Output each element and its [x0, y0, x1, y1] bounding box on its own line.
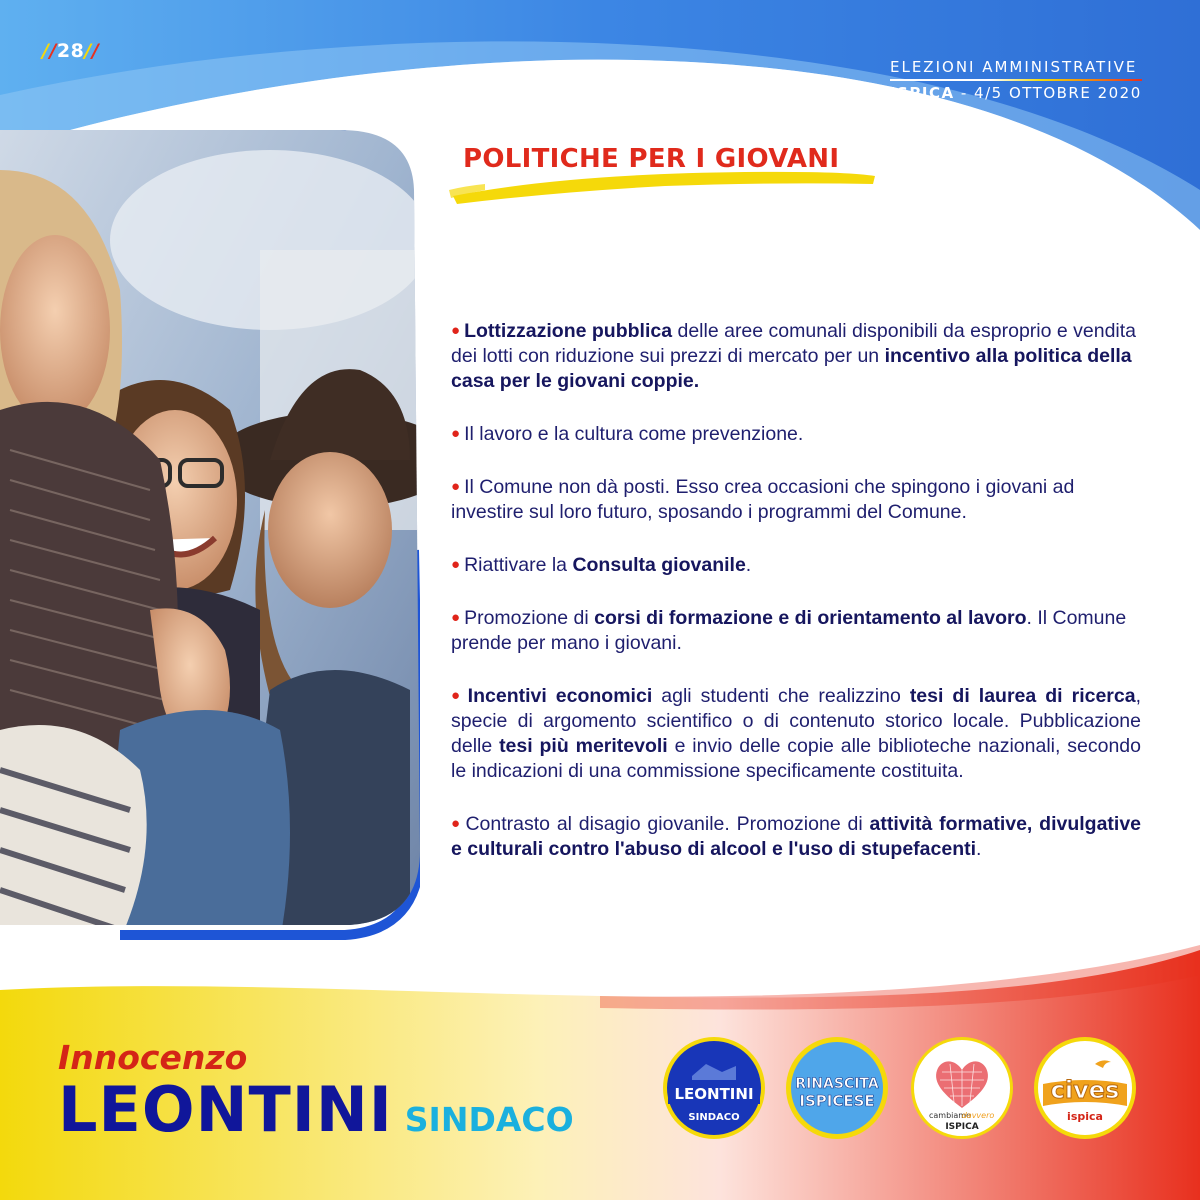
logo-text: LEONTINI	[674, 1085, 754, 1103]
policy-highlight: Lottizzazione pubblica	[464, 320, 673, 342]
policy-item	[451, 474, 1141, 525]
bullet-icon: ●	[451, 609, 461, 626]
logo-text: ISPICA	[945, 1122, 979, 1132]
candidate-last-name: LEONTINI	[58, 1073, 393, 1146]
policy-item	[451, 318, 1141, 394]
policy-highlight: tesi più meritevoli	[499, 735, 668, 757]
logo-text: ispica	[1067, 1110, 1103, 1123]
logo-text: cambiamo	[929, 1111, 971, 1120]
policy-text: e invio delle copie alle biblioteche nazionali, secondo le indicazioni di una commissione specificamente costituita.	[451, 735, 1141, 782]
logo-text: davvero	[961, 1111, 995, 1120]
policy-text: agli studenti che realizzino	[652, 685, 910, 707]
policy-highlight: Consulta giovanile	[572, 554, 746, 576]
policy-text: Riattivare la	[464, 554, 573, 576]
policy-item	[451, 552, 1141, 578]
policy-text: delle aree comunali disponibili da esproprio e vendita dei lotti con riduzione sui prezzi di mercato per un	[451, 320, 1137, 367]
slash-mark: /	[91, 40, 100, 62]
policy-item	[451, 421, 1141, 447]
policy-text: Il lavoro e la cultura come prevenzione.	[464, 423, 804, 445]
policy-highlight: Incentivi economici	[467, 685, 653, 707]
logo-text: RINASCITA	[795, 1076, 879, 1092]
bullet-icon: ●	[451, 425, 461, 442]
policy-item	[451, 683, 1141, 784]
policy-highlight: tesi di laurea di ricerca	[909, 685, 1136, 707]
logo-cambiamo-ispica	[910, 1036, 1014, 1140]
logo-text: ISPICESE	[799, 1092, 875, 1110]
logo-text: cives	[1050, 1076, 1120, 1104]
policy-text: . Il Comune prende per mano i giovani.	[451, 607, 1127, 654]
election-divider	[890, 79, 1142, 81]
page-title: POLITICHE PER I GIOVANI	[463, 144, 840, 174]
candidate-first-name: Innocenzo	[58, 1038, 248, 1077]
policy-text: , specie di argomento scientifico o di contenuto storico locale. Pubblicazione delle	[451, 685, 1142, 757]
policy-list	[451, 318, 1141, 889]
candidate-role: SINDACO	[404, 1100, 574, 1139]
logo-cives-ispica	[1033, 1036, 1137, 1140]
policy-text: .	[745, 554, 752, 576]
policy-highlight: incentivo alla politica della casa per le giovani coppie.	[451, 345, 1132, 392]
election-title: ELEZIONI AMMINISTRATIVE	[890, 58, 1138, 76]
election-dates: - 4/5 OTTOBRE 2020	[960, 84, 1142, 102]
policy-item	[451, 605, 1141, 656]
election-place: ISPICA	[890, 84, 955, 102]
slash-mark: /	[84, 40, 92, 62]
page-number-value: 28	[56, 40, 85, 62]
bullet-icon: ●	[451, 478, 461, 495]
election-place-date	[890, 84, 1142, 102]
policy-item	[451, 811, 1141, 862]
page-number	[42, 40, 99, 62]
slash-mark: /	[49, 40, 57, 62]
candidate-name	[58, 1038, 574, 1146]
policy-text: Contrasto al disagio giovanile. Promozione di	[465, 813, 870, 835]
logo-text: SINDACO	[688, 1112, 740, 1123]
policy-highlight: attività formative, divulgative e culturali contro l'abuso di alcool e l'uso di stupefacenti	[451, 813, 1142, 860]
bullet-icon: ●	[451, 687, 464, 704]
policy-highlight: corsi di formazione e di orientamento al lavoro	[594, 607, 1027, 629]
policy-text: .	[976, 838, 982, 860]
bullet-icon: ●	[451, 556, 461, 573]
bullet-icon: ●	[451, 322, 461, 339]
bullet-icon: ●	[451, 815, 462, 832]
policy-text: Il Comune non dà posti. Esso crea occasioni che spingono i giovani ad investire sul loro futuro, sposando i programmi del Comune.	[451, 476, 1075, 523]
heading-block	[445, 140, 885, 210]
logo-rinascita-ispicese	[785, 1036, 889, 1140]
slash-mark: /	[42, 40, 50, 62]
youth-photo-image	[0, 130, 420, 940]
policy-text: Promozione di	[464, 607, 595, 629]
election-header	[890, 58, 1142, 102]
logo-leontini-sindaco	[662, 1036, 766, 1140]
youth-photo	[0, 130, 420, 940]
